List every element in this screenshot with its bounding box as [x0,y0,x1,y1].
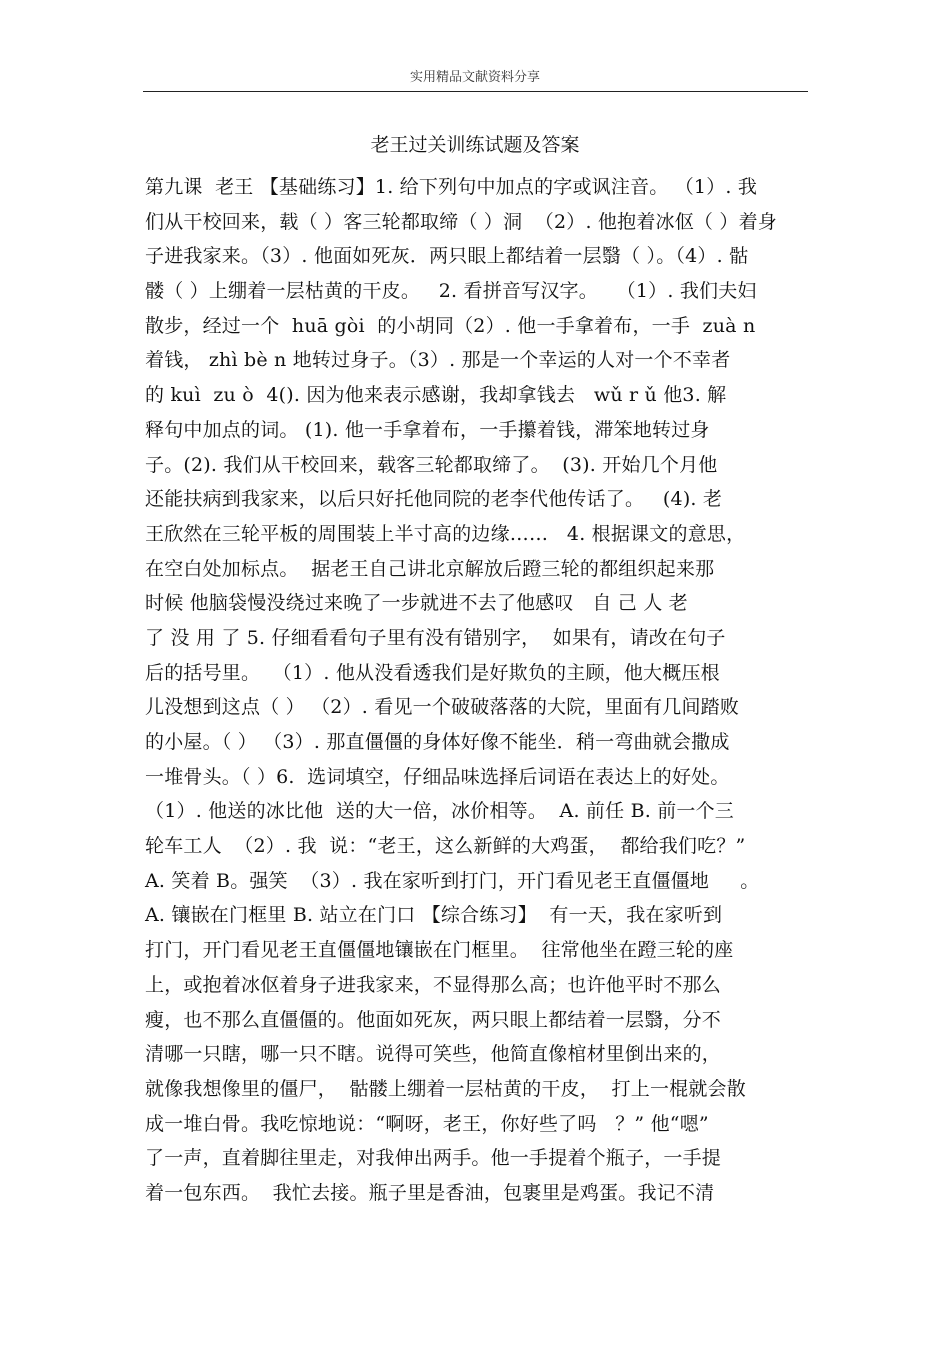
text-line: 第九课 老王 【基础练习】1. 给下列句中加点的字或讽注音。 （1）. 我 [145,176,758,198]
text-line: 上，或抱着冰伛着身子进我家来，不显得那么高；也许他平时不那么 [145,973,722,996]
text-line: A. 镶嵌在门框里 B. 站立在门口 【综合练习】 有一天，我在家听到 [145,904,723,927]
text-line: 了 没 用 了 5. 仔细看看句子里有没有错别字， 如果有，请改在句子 [145,626,726,649]
header-text: 实用精品文献资料分享 [409,70,540,85]
text-line: 瘦，也不那么直僵僵的。他面如死灰，两只眼上都结着一层翳，分不 [145,1008,722,1031]
text-line: 儿没想到这点（ ） （2）. 看见一个破破落落的大院，里面有几间踏败 [145,696,740,719]
text-line: 时候 他脑袋慢没绕过来晚了一步就进不去了他感叹 自 己 人 老 [145,592,688,615]
document-title: 老王过关训练试题及答案 [370,134,580,156]
text-line: 打门，开门看见老王直僵僵地镶嵌在门框里。 往常他坐在蹬三轮的座 [145,939,734,962]
text-line: 成一堆白骨。我吃惊地说：“啊呀，老王，你好些了吗 ？” 他“嗯” [145,1112,709,1135]
text-line: 们从干校回来，载（ ）客三轮都取缔（ ）洞 （2）. 他抱着冰伛（ ）着身 [145,210,777,233]
text-line: A. 笑着 B。强笑 （3）. 我在家听到打门，开门看见老王直僵僵地 。 [145,869,760,892]
text-line: 子。(2). 我们从干校回来，载客三轮都取缔了。 (3). 开始几个月他 [145,453,718,476]
text-line: 着钱， zhì bè n 地转过身子。（3）. 那是一个幸运的人对一个不幸者 [145,349,731,372]
text-line: 的小屋。（ ） （3）. 那直僵僵的身体好像不能坐．稍一弯曲就会撒成 [145,731,730,753]
document-body [145,170,825,1211]
text-line: 在空白处加标点。 据老王自己讲北京解放后蹬三轮的都组织起来那 [145,557,715,580]
text-line: 还能扶病到我家来，以后只好托他同院的老李代他传话了。 (4). 老 [145,488,723,511]
text-line: 王欣然在三轮平板的周围装上半寸高的边缘…… 4. 根据课文的意思， [145,522,746,545]
text-line: 后的括号里。 （1）. 他从没看透我们是好欺负的主顾，他大概压根 [145,661,720,684]
text-line: （1）. 他送的冰比他 送的大一倍，冰价相等。 A. 前任 B. 前一个三 [145,800,735,823]
text-line: 就像我想像里的僵尸， 骷髅上绷着一层枯黄的干皮， 打上一棍就会散 [145,1077,746,1100]
text-line: 子进我家来。（3）. 他面如死灰．两只眼上都结着一层翳（ ）。（4）. 骷 [145,245,749,268]
text-line: 释句中加点的词。 (1). 他一手拿着布，一手攥着钱，滞笨地转过身 [145,418,710,441]
text-line: 着一包东西。 我忙去接。瓶子里是香油，包裹里是鸡蛋。我记不清 [145,1181,715,1204]
text-line: 轮车工人 （2）. 我 说：“老王，这么新鲜的大鸡蛋， 都给我们吃？” [145,835,746,858]
text-line: 的 kuì zu ò 4(). 因为他来表示感谢，我却拿钱去 wǔ r ǔ 他3. 解 [145,384,727,407]
text-line: 一堆骨头。（ ）6. 选词填空，仔细品味选择后词语在表达上的好处。 [145,765,730,788]
header-divider [143,91,808,92]
text-line: 清哪一只瞎，哪一只不瞎。说得可笑些，他简直像棺材里倒出来的， [145,1043,722,1066]
text-line: 了一声，直着脚往里走，对我伸出两手。他一手提着个瓶子，一手提 [145,1147,722,1170]
text-line: 髅（ ）上绷着一层枯黄的干皮。 2. 看拼音写汉字。 （1）. 我们夫妇 [145,280,757,303]
text-line: 散步，经过一个 huā gòi 的小胡同（2）. 他一手拿着布，一手 zuà n [145,314,756,337]
